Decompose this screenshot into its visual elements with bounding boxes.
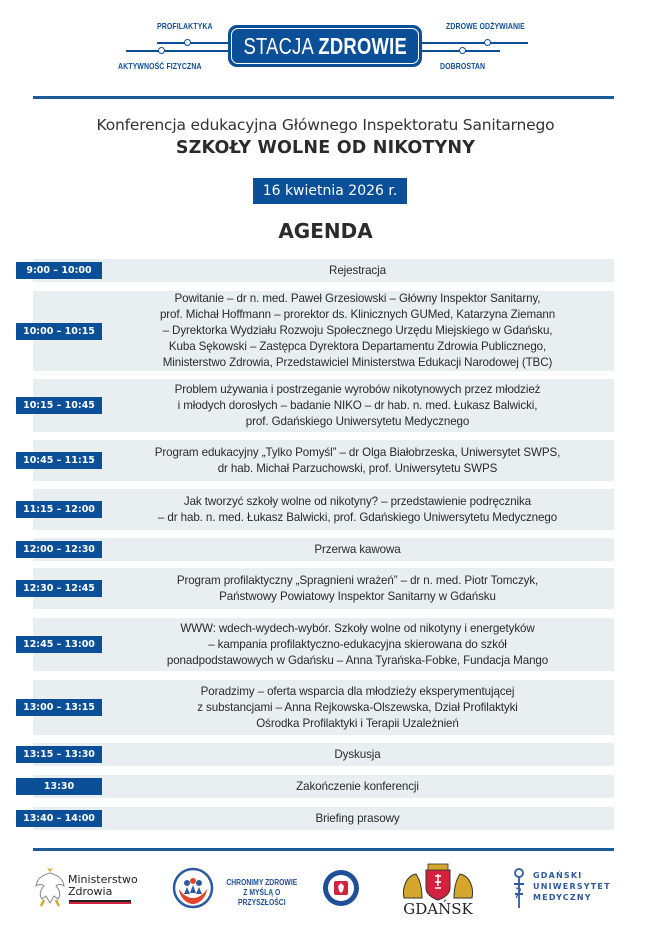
ministry-of-health-logo: [33, 866, 138, 910]
agenda-item-description: Zakończenie konferencji: [296, 779, 419, 793]
polish-eagle-icon: [33, 866, 67, 910]
header-divider: [33, 96, 614, 99]
agenda-item-description: Briefing prasowy: [315, 811, 400, 825]
agenda-item-description: Program profilaktyczny „Spragnieni wrażeń” – dr n. med. Piotr Tomczyk, Państwowy Powiatowy Inspektor Sanitarny w Gdańsku: [176, 573, 539, 603]
agenda-time-badge: 12:00 – 12:30: [16, 541, 102, 558]
agenda-item-description: Jak tworzyć szkoły wolne od nikotyny? – przedstawienie podręcznika – dr hab. n. med. Łukasz Balwicki, prof. Gdańskiego Uniwersytetu Medycznego: [157, 494, 558, 524]
logo-station-dot: [459, 47, 466, 54]
tag-aktywnosc-fizyczna: AKTYWNOŚĆ FIZYCZNA: [118, 61, 202, 71]
agenda-row: [33, 680, 614, 735]
state-sanitary-inspection-badge: [322, 869, 360, 907]
gdansk-coat-of-arms-icon: [398, 862, 478, 902]
agenda-row: [33, 568, 614, 609]
brand-name-part1: STACJA: [243, 32, 313, 59]
agenda-time-badge: 10:45 – 11:15: [16, 452, 102, 469]
agenda-time-badge: 9:00 – 10:00: [16, 262, 102, 279]
logo-station-dot: [184, 39, 191, 46]
event-date: 16 kwietnia 2026 r.: [253, 178, 407, 204]
logo-line: [157, 42, 228, 44]
agenda-item-description: WWW: wdech-wydech-wybór. Szkoły wolne od nikotyny i energetyków – kampania profilaktyczno-edukacyjna skierowana do szkół ponadpodstawowych w Gdańsku – Anna Tyrańska-Fobke, Fundacja Mango: [166, 621, 549, 667]
sanitary-inspection-seal-icon: [322, 869, 360, 907]
campaign-name-line2: Z MYŚLĄ O PRZYSZŁOŚCI: [237, 888, 286, 907]
agenda-row: [33, 618, 614, 671]
ministry-name-line2: Zdrowia: [68, 885, 113, 898]
brand-name: [243, 33, 407, 60]
university-name-line1: GDAŃSKI: [533, 871, 583, 880]
agenda-row: [33, 807, 614, 830]
gdansk-city-logo: [398, 862, 478, 920]
agenda-time-badge: 13:15 – 13:30: [16, 746, 102, 763]
agenda-time-badge: 12:30 – 12:45: [16, 580, 102, 597]
logo-line: [126, 50, 228, 52]
agenda-time-badge: 10:15 – 10:45: [16, 397, 102, 414]
agenda-row: [33, 440, 614, 481]
logo-station-dot: [158, 47, 165, 54]
caduceus-icon: [512, 868, 526, 908]
conference-subtitle: Konferencja edukacyjna Głównego Inspektoratu Sanitarnego: [96, 116, 555, 134]
agenda-row: [33, 379, 614, 432]
agenda-item-description: Powitanie – dr n. med. Paweł Grzesiowski – Główny Inspektor Sanitarny, prof. Michał Hoffmann – prorektor ds. Klinicznych GUMed, Katarzyna Ziemann – Dyrektorka Wydziału Rozwoju Społecznego Urzędu Miejskiego w Gdańsku, Kuba Sękowski – Zastępca Dyrektora Departamentu Zdrowia Publicznego, Ministerstwo Zdrowia, Przedstawiciel Ministerstwa Edukacji Narodowej (TBC): [159, 292, 556, 369]
agenda-time-badge: 13:40 – 14:00: [16, 810, 102, 827]
agenda-row: [33, 775, 614, 798]
agenda-item-description: Dyskusja: [334, 747, 381, 761]
university-name-line2: UNIWERSYTET: [533, 882, 611, 891]
agenda-row: [33, 743, 614, 766]
chronimy-zdrowie-logo: [172, 867, 322, 909]
city-name: GDAŃSK: [403, 900, 473, 918]
agenda-row: [33, 291, 614, 371]
ministry-name-line1: Ministerstwo: [68, 873, 138, 886]
tag-zdrowe-odzywianie: ZDROWE ODŻYWIANIE: [446, 21, 525, 31]
agenda-row: [33, 489, 614, 530]
footer-divider: [33, 848, 614, 851]
agenda-heading: AGENDA: [278, 219, 373, 243]
agenda-item-description: Rejestracja: [329, 263, 386, 277]
gumed-logo: [512, 868, 622, 910]
agenda-time-badge: 13:00 – 13:15: [16, 699, 102, 716]
conference-title: SZKOŁY WOLNE OD NIKOTYNY: [175, 138, 476, 158]
agenda-time-badge: 11:15 – 12:00: [16, 501, 102, 518]
tag-profilaktyka: PROFILAKTYKA: [157, 21, 213, 31]
brand-sign: [228, 25, 422, 67]
logo-line: [422, 42, 528, 44]
campaign-name-line1: CHRONIMY ZDROWIE: [226, 878, 298, 887]
agenda-item-description: Problem używania i postrzeganie wyrobów nikotynowych przez młodzież i młodych dorosłych – badanie NIKO – dr hab. n. med. Łukasz Balwicki, prof. Gdańskiego Uniwersytetu Medycznego: [174, 382, 541, 428]
family-hands-icon: [172, 867, 214, 909]
agenda-time-badge: 12:45 – 13:00: [16, 636, 102, 653]
university-name-line3: MEDYCZNY: [533, 893, 592, 902]
agenda-row: [33, 259, 614, 282]
agenda-time-badge: 13:30: [16, 778, 102, 795]
logo-station-dot: [484, 39, 491, 46]
tag-dobrostan: DOBROSTAN: [440, 61, 486, 71]
agenda-time-badge: 10:00 – 10:15: [16, 323, 102, 340]
flag-stripe-red: [69, 902, 131, 904]
agenda-item-description: Poradzimy – oferta wsparcia dla młodzieży eksperymentującej z substancjami – Anna Rejkowska-Olszewska, Dział Profilaktyki Ośrodka Profilaktyki i Terapii Uzależnień: [197, 684, 518, 730]
agenda-item-description: Program edukacyjny „Tylko Pomyśl” – dr Olga Białobrzeska, Uniwersytet SWPS, dr hab. Michał Parzuchowski, prof. Uniwersytetu SWPS: [154, 445, 561, 475]
agenda-row: [33, 538, 614, 561]
brand-name-part2: ZDROWIE: [318, 32, 407, 59]
agenda-item-description: Przerwa kawowa: [314, 542, 401, 556]
